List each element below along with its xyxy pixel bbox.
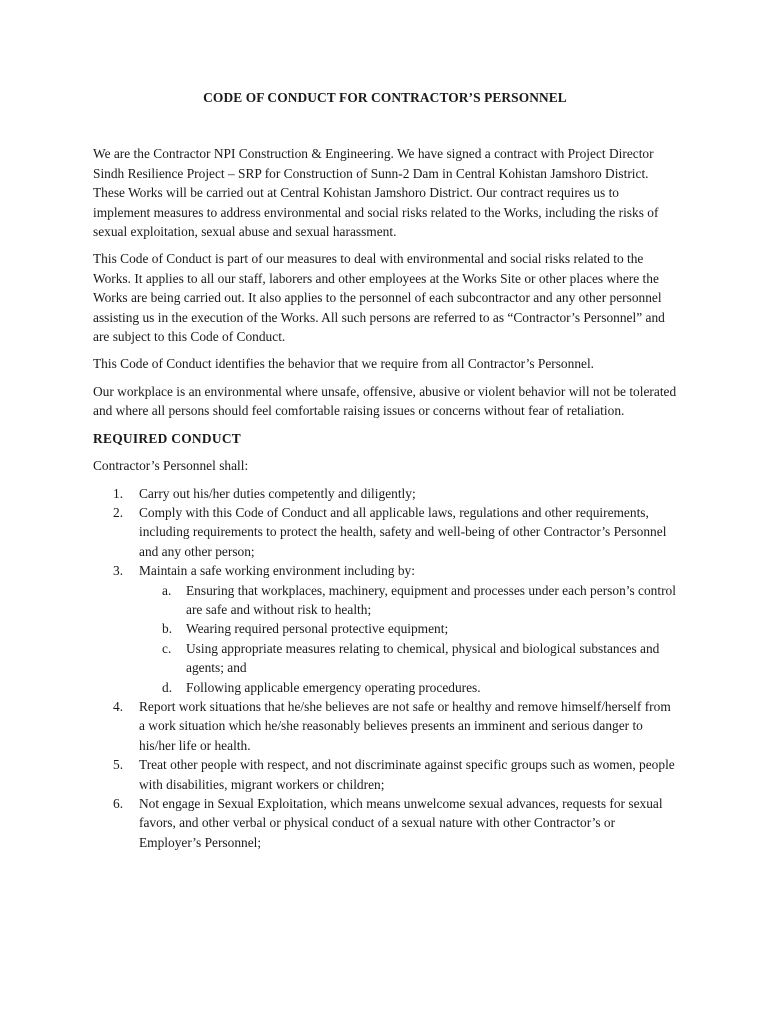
list-item [93, 561, 677, 697]
list-item [93, 755, 677, 794]
list-item-text: Maintain a safe working environment including by: [139, 563, 415, 579]
workplace-paragraph: Our workplace is an environmental where unsafe, offensive, abusive or violent behavior will not be tolerated and where all persons should feel comfortable raising issues or concerns without fear of retaliation. [93, 383, 677, 419]
document-page [93, 88, 677, 852]
sub-list-item-letter: c. [162, 640, 172, 656]
sub-list-item [139, 619, 677, 638]
scope-paragraph: This Code of Conduct is part of our measures to deal with environmental and social risks related to the Works. It applies to all our staff, laborers and other employees at the Works Site or other places where the Works are being carried out. It also applies to the personnel of each subcontractor and any other personnel assisting us in the execution of the Works. All such persons are referred to as “Contractor’s Personnel” and are subject to this Code of Conduct. [93, 251, 665, 345]
list-item-text: Treat other people with respect, and not discriminate against specific groups such as women, people with disabilities, migrant workers or children; [139, 757, 675, 792]
list-item-text: Comply with this Code of Conduct and all applicable laws, regulations and other requirements, including requirements to protect the health, safety and well-being of other Contractor’s Personnel and any other person; [139, 504, 667, 559]
sub-list-item-text: Using appropriate measures relating to chemical, physical and biological substances and agents; and [186, 640, 660, 676]
sub-list-item-letter: a. [162, 582, 172, 598]
list-item [93, 484, 677, 503]
sub-list-item-letter: d. [162, 679, 173, 695]
list-item-text: Report work situations that he/she believes are not safe or healthy and remove himself/herself from a work situation which he/she reasonably believes presents an imminent and serious danger to his/her life or health. [139, 698, 671, 753]
intro-paragraph: We are the Contractor NPI Construction & Engineering. We have signed a contract with Project Director Sindh Resilience Project – SRP for Construction of Sunn-2 Dam in Central Kohistan Jamshoro District. These Works will be carried out at Central Kohistan Jamshoro District. Our contract requires us to implement measures to address environmental and social risks related to the Works, including the risks of sexual exploitation, sexual abuse and sexual harassment. [93, 146, 659, 240]
sub-list-item [139, 678, 677, 697]
sub-list-item-letter: b. [162, 621, 173, 637]
sub-list-item [139, 639, 677, 678]
list-item [93, 697, 677, 755]
sub-list-item-text: Wearing required personal protective equipment; [186, 621, 449, 637]
sub-list-item-text: Ensuring that workplaces, machinery, equipment and processes under each person’s control are safe and without risk to health; [186, 582, 676, 617]
list-item [93, 503, 677, 561]
sub-list-item-text: Following applicable emergency operating procedures. [186, 679, 481, 695]
list-item-number: 6. [113, 796, 124, 811]
purpose-paragraph: This Code of Conduct identifies the behavior that we require from all Contractor’s Personnel. [93, 356, 595, 372]
list-item-text: Carry out his/her duties competently and diligently; [139, 485, 416, 501]
list-item-text: Not engage in Sexual Exploitation, which means unwelcome sexual advances, requests for sexual favors, and other verbal or physical conduct of a sexual nature with other Contractor’s or Employer’s Personnel; [139, 796, 663, 850]
list-item-number: 2. [113, 504, 124, 520]
required-conduct-intro: Contractor’s Personnel shall: [93, 458, 249, 474]
conduct-list [93, 484, 677, 853]
list-item-number: 1. [113, 485, 124, 501]
page-title: CODE OF CONDUCT FOR CONTRACTOR’S PERSONNEL [203, 90, 567, 105]
list-item-number: 5. [113, 757, 124, 773]
list-item-number: 3. [113, 563, 124, 579]
sub-list-item [139, 581, 677, 620]
sub-list [139, 581, 677, 697]
list-item-number: 4. [113, 698, 124, 714]
list-item [93, 794, 677, 852]
required-conduct-heading: REQUIRED CONDUCT [93, 430, 242, 446]
